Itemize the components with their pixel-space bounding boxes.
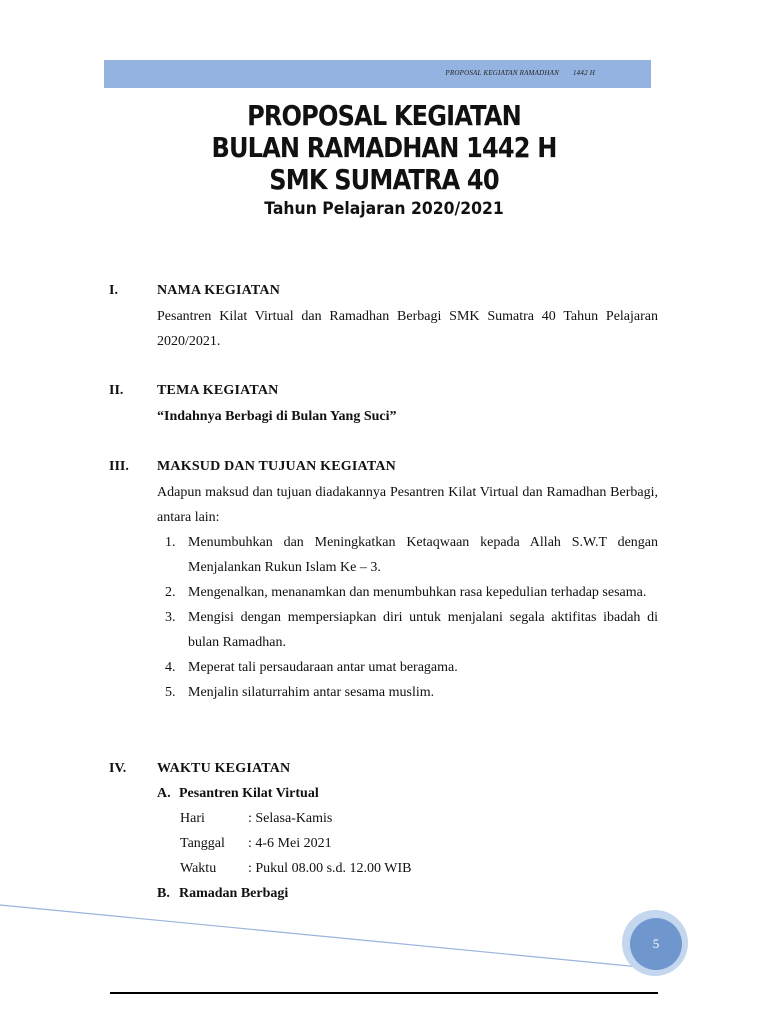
title-subtitle: Tahun Pelajaran 2020/2021 bbox=[264, 199, 504, 219]
subsection-b-heading: B. Ramadan Berbagi bbox=[157, 886, 289, 901]
section-1-number: I. bbox=[109, 283, 118, 298]
info-row-time: Waktu : Pukul 08.00 s.d. 12.00 WIB bbox=[180, 861, 412, 876]
info-row-day: Hari : Selasa-Kamis bbox=[180, 811, 333, 826]
title-line-2: BULAN RAMADHAN 1442 H bbox=[211, 131, 557, 164]
page-number: 5 bbox=[652, 936, 660, 951]
section-4-number: IV. bbox=[109, 761, 127, 776]
objectives-list bbox=[157, 530, 658, 705]
section-3-intro: Adapun maksud dan tujuan diadakannya Pesantren Kilat Virtual dan Ramadhan Berbagi, antara lain: bbox=[157, 485, 658, 525]
list-item: 5. Menjalin silaturrahim antar sesama muslim. bbox=[165, 685, 435, 700]
section-1-body: Pesantren Kilat Virtual dan Ramadhan Berbagi SMK Sumatra 40 Tahun Pelajaran 2020/2021. bbox=[157, 309, 658, 349]
header-band bbox=[104, 60, 651, 88]
info-row-date: Tanggal : 4-6 Mei 2021 bbox=[180, 836, 332, 851]
subsection-a-heading: A. Pesantren Kilat Virtual bbox=[157, 786, 319, 801]
section-3-title: MAKSUD DAN TUJUAN KEGIATAN bbox=[157, 459, 396, 474]
running-header-year: 1442 H bbox=[572, 69, 595, 77]
footer-rule bbox=[110, 992, 658, 994]
page-number-badge bbox=[630, 918, 682, 970]
list-item: 3. Mengisi dengan mempersiapkan diri untuk menjalani segala aktifitas ibadah di bulan Ramadhan. bbox=[165, 610, 658, 650]
running-header-title: PROPOSAL KEGIATAN RAMADHAN bbox=[445, 69, 559, 77]
section-3-number: III. bbox=[109, 459, 129, 474]
list-item: 4. Meperat tali persaudaraan antar umat beragama. bbox=[165, 660, 458, 675]
title-line-1: PROPOSAL KEGIATAN bbox=[247, 99, 521, 132]
section-4-title: WAKTU KEGIATAN bbox=[157, 761, 291, 776]
running-header bbox=[445, 69, 595, 77]
document-title bbox=[104, 100, 664, 220]
section-2-theme: “Indahnya Berbagi di Bulan Yang Suci” bbox=[157, 409, 397, 424]
section-2-number: II. bbox=[109, 383, 124, 398]
title-line-3: SMK SUMATRA 40 bbox=[269, 163, 499, 196]
section-1-title: NAMA KEGIATAN bbox=[157, 283, 281, 298]
list-item: 1. Menumbuhkan dan Meningkatkan Ketaqwaan kepada Allah S.W.T dengan Menjalankan Rukun Islam Ke – 3. bbox=[165, 535, 658, 575]
list-item: 2. Mengenalkan, menanamkan dan menumbuhkan rasa kepedulian terhadap sesama. bbox=[165, 585, 647, 600]
section-2-title: TEMA KEGIATAN bbox=[157, 383, 279, 398]
